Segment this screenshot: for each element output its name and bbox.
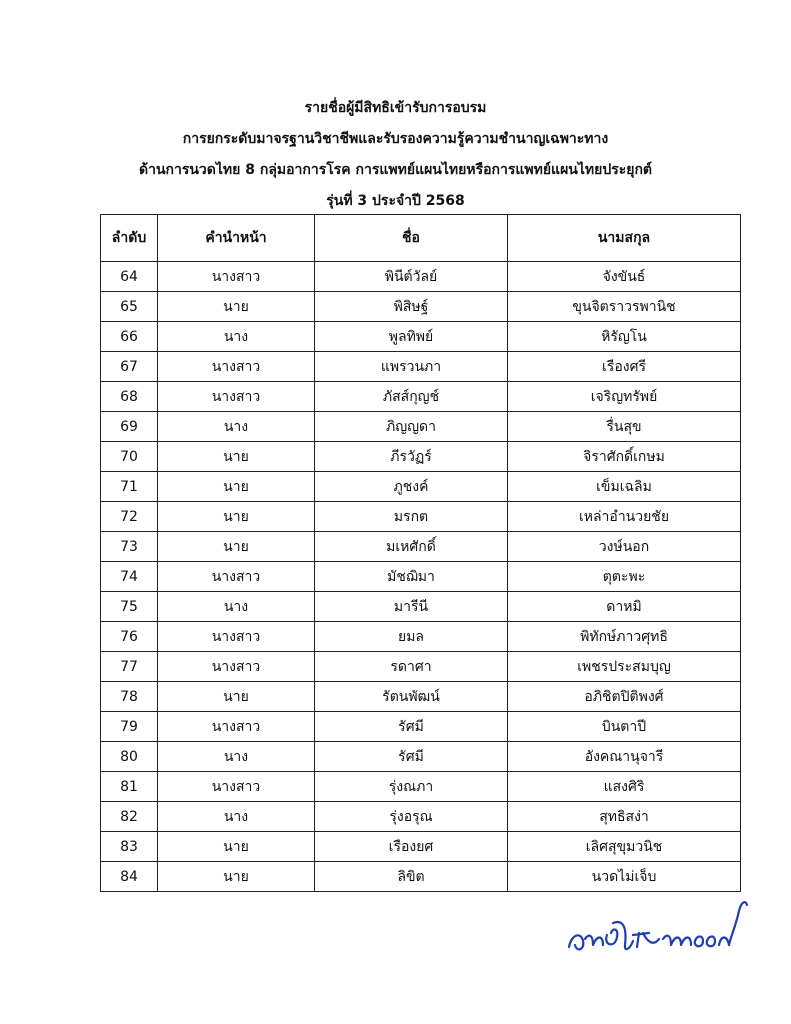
- prefix-cell: นางสาว: [158, 772, 315, 802]
- order-cell: 74: [101, 562, 158, 592]
- table-row: [101, 682, 741, 712]
- table-row: [101, 592, 741, 622]
- first-name-cell: รุ่งณภา: [315, 772, 508, 802]
- first-name-cell: รัตนพัฒน์: [315, 682, 508, 712]
- document-title: รายชื่อผู้มีสิทธิเข้ารับการอบรม: [304, 100, 487, 116]
- first-name-cell: เรืองยศ: [315, 832, 508, 862]
- column-header-last-name: นามสกุล: [508, 215, 741, 262]
- last-name-cell: นวดไม่เจ็บ: [508, 862, 741, 892]
- last-name-cell: เรืองศรี: [508, 352, 741, 382]
- table-row: [101, 322, 741, 352]
- column-header-order: ลำดับ: [101, 215, 158, 262]
- first-name-cell: มเหศักดิ์: [315, 532, 508, 562]
- column-header-first-name: ชื่อ: [315, 215, 508, 262]
- last-name-cell: จังขันธ์: [508, 262, 741, 292]
- table-row: [101, 442, 741, 472]
- first-name-cell: แพรวนภา: [315, 352, 508, 382]
- prefix-cell: นางสาว: [158, 562, 315, 592]
- last-name-cell: เข็มเฉลิม: [508, 472, 741, 502]
- prefix-cell: นางสาว: [158, 622, 315, 652]
- last-name-cell: แสงศิริ: [508, 772, 741, 802]
- table-header-row: [101, 215, 741, 262]
- first-name-cell: ภูชงค์: [315, 472, 508, 502]
- prefix-cell: นาย: [158, 532, 315, 562]
- table-body: [101, 262, 741, 892]
- prefix-cell: นางสาว: [158, 352, 315, 382]
- order-cell: 69: [101, 412, 158, 442]
- table-row: [101, 412, 741, 442]
- first-name-cell: พินีต์วัลย์: [315, 262, 508, 292]
- table-row: [101, 742, 741, 772]
- handwritten-signature: [563, 889, 753, 961]
- order-cell: 84: [101, 862, 158, 892]
- order-cell: 66: [101, 322, 158, 352]
- prefix-cell: นาง: [158, 592, 315, 622]
- table-row: [101, 352, 741, 382]
- last-name-cell: สุทธิสง่า: [508, 802, 741, 832]
- order-cell: 67: [101, 352, 158, 382]
- first-name-cell: ภิญญดา: [315, 412, 508, 442]
- first-name-cell: มารีนี: [315, 592, 508, 622]
- order-cell: 71: [101, 472, 158, 502]
- participant-table: [100, 214, 741, 892]
- last-name-cell: เพชรประสมบุญ: [508, 652, 741, 682]
- prefix-cell: นาย: [158, 292, 315, 322]
- prefix-cell: นาย: [158, 472, 315, 502]
- last-name-cell: รื่นสุข: [508, 412, 741, 442]
- last-name-cell: เจริญทรัพย์: [508, 382, 741, 412]
- order-cell: 70: [101, 442, 158, 472]
- table-row: [101, 292, 741, 322]
- prefix-cell: นางสาว: [158, 262, 315, 292]
- table-row: [101, 472, 741, 502]
- first-name-cell: มรกต: [315, 502, 508, 532]
- last-name-cell: บินตาปี: [508, 712, 741, 742]
- document-subtitle: การยกระดับมาจรฐานวิชาชีพและรับรองความรู้ความชำนาญเฉพาะทาง: [182, 131, 609, 147]
- order-cell: 73: [101, 532, 158, 562]
- prefix-cell: นางสาว: [158, 712, 315, 742]
- last-name-cell: อังคณานุจารี: [508, 742, 741, 772]
- table-row: [101, 622, 741, 652]
- last-name-cell: อภิชิตปิติพงศ์: [508, 682, 741, 712]
- batch-year-line: รุ่นที่ 3 ประจำปี 2568: [326, 193, 465, 209]
- last-name-cell: หิรัญโน: [508, 322, 741, 352]
- order-cell: 78: [101, 682, 158, 712]
- table-row: [101, 262, 741, 292]
- table-row: [101, 562, 741, 592]
- first-name-cell: ยมล: [315, 622, 508, 652]
- column-header-prefix: คำนำหน้า: [158, 215, 315, 262]
- table-row: [101, 772, 741, 802]
- prefix-cell: นาย: [158, 442, 315, 472]
- table-row: [101, 382, 741, 412]
- first-name-cell: รัศมี: [315, 742, 508, 772]
- order-cell: 65: [101, 292, 158, 322]
- last-name-cell: เลิศสุขุมวนิช: [508, 832, 741, 862]
- document-header: [0, 93, 791, 217]
- table-row: [101, 712, 741, 742]
- first-name-cell: มัชฌิมา: [315, 562, 508, 592]
- prefix-cell: นางสาว: [158, 382, 315, 412]
- order-cell: 82: [101, 802, 158, 832]
- first-name-cell: ภัสส์กุญช์: [315, 382, 508, 412]
- order-cell: 79: [101, 712, 158, 742]
- prefix-cell: นาย: [158, 502, 315, 532]
- last-name-cell: ขุนจิตราวรพานิช: [508, 292, 741, 322]
- first-name-cell: รุ่งอรุณ: [315, 802, 508, 832]
- last-name-cell: เหล่าอำนวยชัย: [508, 502, 741, 532]
- last-name-cell: วงษ์นอก: [508, 532, 741, 562]
- order-cell: 75: [101, 592, 158, 622]
- prefix-cell: นาย: [158, 862, 315, 892]
- prefix-cell: นาง: [158, 742, 315, 772]
- last-name-cell: ดาหมิ: [508, 592, 741, 622]
- first-name-cell: พูลทิพย์: [315, 322, 508, 352]
- order-cell: 83: [101, 832, 158, 862]
- first-name-cell: ลิขิต: [315, 862, 508, 892]
- order-cell: 68: [101, 382, 158, 412]
- order-cell: 81: [101, 772, 158, 802]
- first-name-cell: รดาศา: [315, 652, 508, 682]
- order-cell: 80: [101, 742, 158, 772]
- table-row: [101, 802, 741, 832]
- order-cell: 77: [101, 652, 158, 682]
- order-cell: 76: [101, 622, 158, 652]
- first-name-cell: พิสิษฐ์: [315, 292, 508, 322]
- table-row: [101, 832, 741, 862]
- prefix-cell: นาย: [158, 682, 315, 712]
- last-name-cell: ตุตะพะ: [508, 562, 741, 592]
- first-name-cell: รัศมี: [315, 712, 508, 742]
- table-row: [101, 862, 741, 892]
- last-name-cell: จิราศักดิ์เกษม: [508, 442, 741, 472]
- document-subtitle-detail: ด้านการนวดไทย 8 กลุ่มอาการโรค การแพทย์แผนไทยหรือการแพทย์แผนไทยประยุกต์: [138, 162, 653, 178]
- order-cell: 64: [101, 262, 158, 292]
- prefix-cell: นาง: [158, 802, 315, 832]
- table-row: [101, 532, 741, 562]
- prefix-cell: นาง: [158, 412, 315, 442]
- table-row: [101, 502, 741, 532]
- last-name-cell: พิทักษ์ภาวศุทธิ: [508, 622, 741, 652]
- prefix-cell: นางสาว: [158, 652, 315, 682]
- prefix-cell: นาง: [158, 322, 315, 352]
- order-cell: 72: [101, 502, 158, 532]
- first-name-cell: ภีรวัฏร์: [315, 442, 508, 472]
- prefix-cell: นาย: [158, 832, 315, 862]
- table-row: [101, 652, 741, 682]
